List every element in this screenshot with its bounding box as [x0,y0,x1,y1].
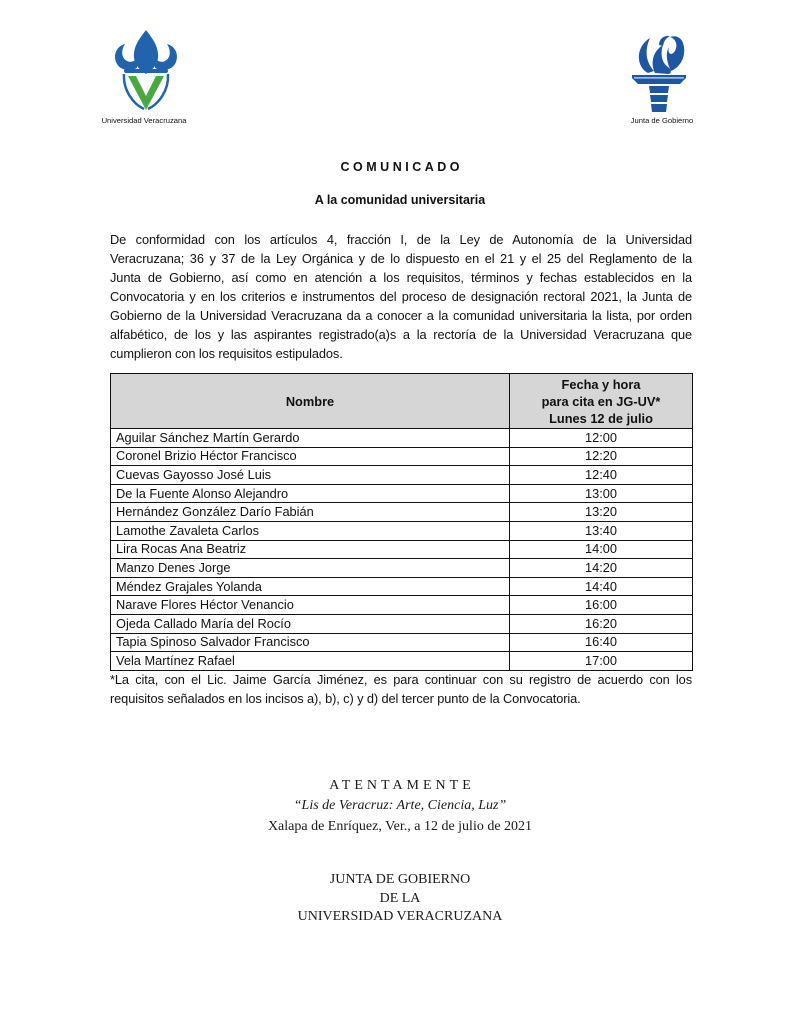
body-line: Junta de Gobierno, así como en atención a los requisitos, términos y fechas establecidos en la [110,270,692,285]
table-row [111,466,693,485]
candidate-name: De la Fuente Alonso Alejandro [111,484,510,503]
candidate-name: Vela Martínez Rafael [111,652,510,671]
table-row [111,596,693,615]
torch-stem-middle [650,95,668,102]
candidate-name: Hernández González Darío Fabián [111,503,510,522]
candidate-name: Aguilar Sánchez Martín Gerardo [111,429,510,448]
table-row [111,540,693,559]
closing-salutation: ATENTAMENTE [329,778,475,793]
appointment-time: 12:40 [510,466,693,485]
table-row [111,559,693,578]
torch-stem-upper [649,86,669,93]
body-line: cumplieron con los requisitos estipulados. [110,346,343,361]
table-row [111,429,693,448]
signature-line: JUNTA DE GOBIERNO [329,872,471,887]
footnote [110,670,692,708]
body-paragraph [110,230,692,363]
torch-stem-lower [651,104,667,112]
header-appointment-line: Fecha y hora [561,376,641,392]
table-header-row [111,374,693,429]
document-subtitle: A la comunidad universitaria [314,193,486,207]
logo-green-v [128,76,164,110]
candidates-table [110,373,693,671]
body-line: De conformidad con los artículos 4, fracción I, de la Ley de Autonomía de la Universidad [110,232,692,247]
appointment-time: 13:20 [510,503,693,522]
appointment-time: 12:20 [510,447,693,466]
document-title: COMUNICADO [340,160,463,174]
candidate-name: Tapia Spinoso Salvador Francisco [111,633,510,652]
table-row [111,447,693,466]
torch-flame-right [667,36,684,71]
appointment-time: 13:00 [510,484,693,503]
signature-line: UNIVERSIDAD VERACRUZANA [297,909,503,924]
header-appointment-line: para cita en JG-UV* [541,393,661,409]
table-row [111,652,693,671]
candidate-name: Narave Flores Héctor Venancio [111,596,510,615]
body-line: Veracruzana; 36 y 37 de la Ley Orgánica y de lo dispuesto en el 21 y el 25 del Reglamento de la [110,251,692,266]
table-row [111,484,693,503]
logo-left-petal [115,44,137,70]
header-appointment-line: Lunes 12 de julio [549,410,653,426]
torch-bowl-rim-line [634,77,684,78]
logo-band [124,69,168,73]
appointment-time: 14:40 [510,577,693,596]
torch-logo [630,33,688,113]
candidate-name: Ojeda Callado María del Rocío [111,614,510,633]
signature-line: DE LA [379,891,421,906]
appointment-time: 16:20 [510,614,693,633]
appointment-time: 16:40 [510,633,693,652]
logo-right-petal [155,44,177,70]
appointment-time: 14:00 [510,540,693,559]
body-line: Convocatoria y en los criterios e instrumentos del proceso de designación rectoral 2021, la Junta de [110,289,692,304]
table-row [111,521,693,540]
header-name: Nombre [111,374,510,429]
appointment-time: 16:00 [510,596,693,615]
candidate-name: Lamothe Zavaleta Carlos [111,521,510,540]
candidate-name: Coronel Brizio Héctor Francisco [111,447,510,466]
table-row [111,503,693,522]
appointment-time: 17:00 [510,652,693,671]
table-row [111,633,693,652]
appointment-time: 14:20 [510,559,693,578]
candidate-name: Manzo Denes Jorge [111,559,510,578]
torch-flame-tip [659,36,670,46]
torch-flame-left [639,38,654,73]
candidate-name: Cuevas Gayosso José Luis [111,466,510,485]
footnote-line: *La cita, con el Lic. Jaime García Jiménez, es para continuar con su registro de acuerdo con los [110,672,692,687]
appointment-time: 13:40 [510,521,693,540]
table-row [111,614,693,633]
header-appointment [510,374,693,429]
closing-place-date: Xalapa de Enríquez, Ver., a 12 de julio de 2021 [267,819,533,834]
logo-center-petal [134,30,158,74]
candidate-name: Lira Rocas Ana Beatriz [111,540,510,559]
appointment-time: 12:00 [510,429,693,448]
torch-bowl [632,75,686,84]
right-logo-caption: Junta de Gobierno [630,116,694,125]
footnote-line: requisitos señalados en los incisos a), b), c) y d) del tercer punto de la Convocatoria. [110,691,581,706]
table-row [111,577,693,596]
uv-fleur-de-lis-logo [111,28,181,112]
left-logo-caption: Universidad Veracruzana [101,116,187,125]
closing-motto: “Lis de Veracruz: Arte, Ciencia, Luz” [293,798,507,813]
body-line: Gobierno de la Universidad Veracruzana da a conocer a la comunidad universitaria la lista, por orden [110,308,692,323]
body-line: alfabético, de los y las aspirantes registrado(a)s a la rectoría de la Universidad Veracruzana que [110,327,692,342]
candidate-name: Méndez Grajales Yolanda [111,577,510,596]
